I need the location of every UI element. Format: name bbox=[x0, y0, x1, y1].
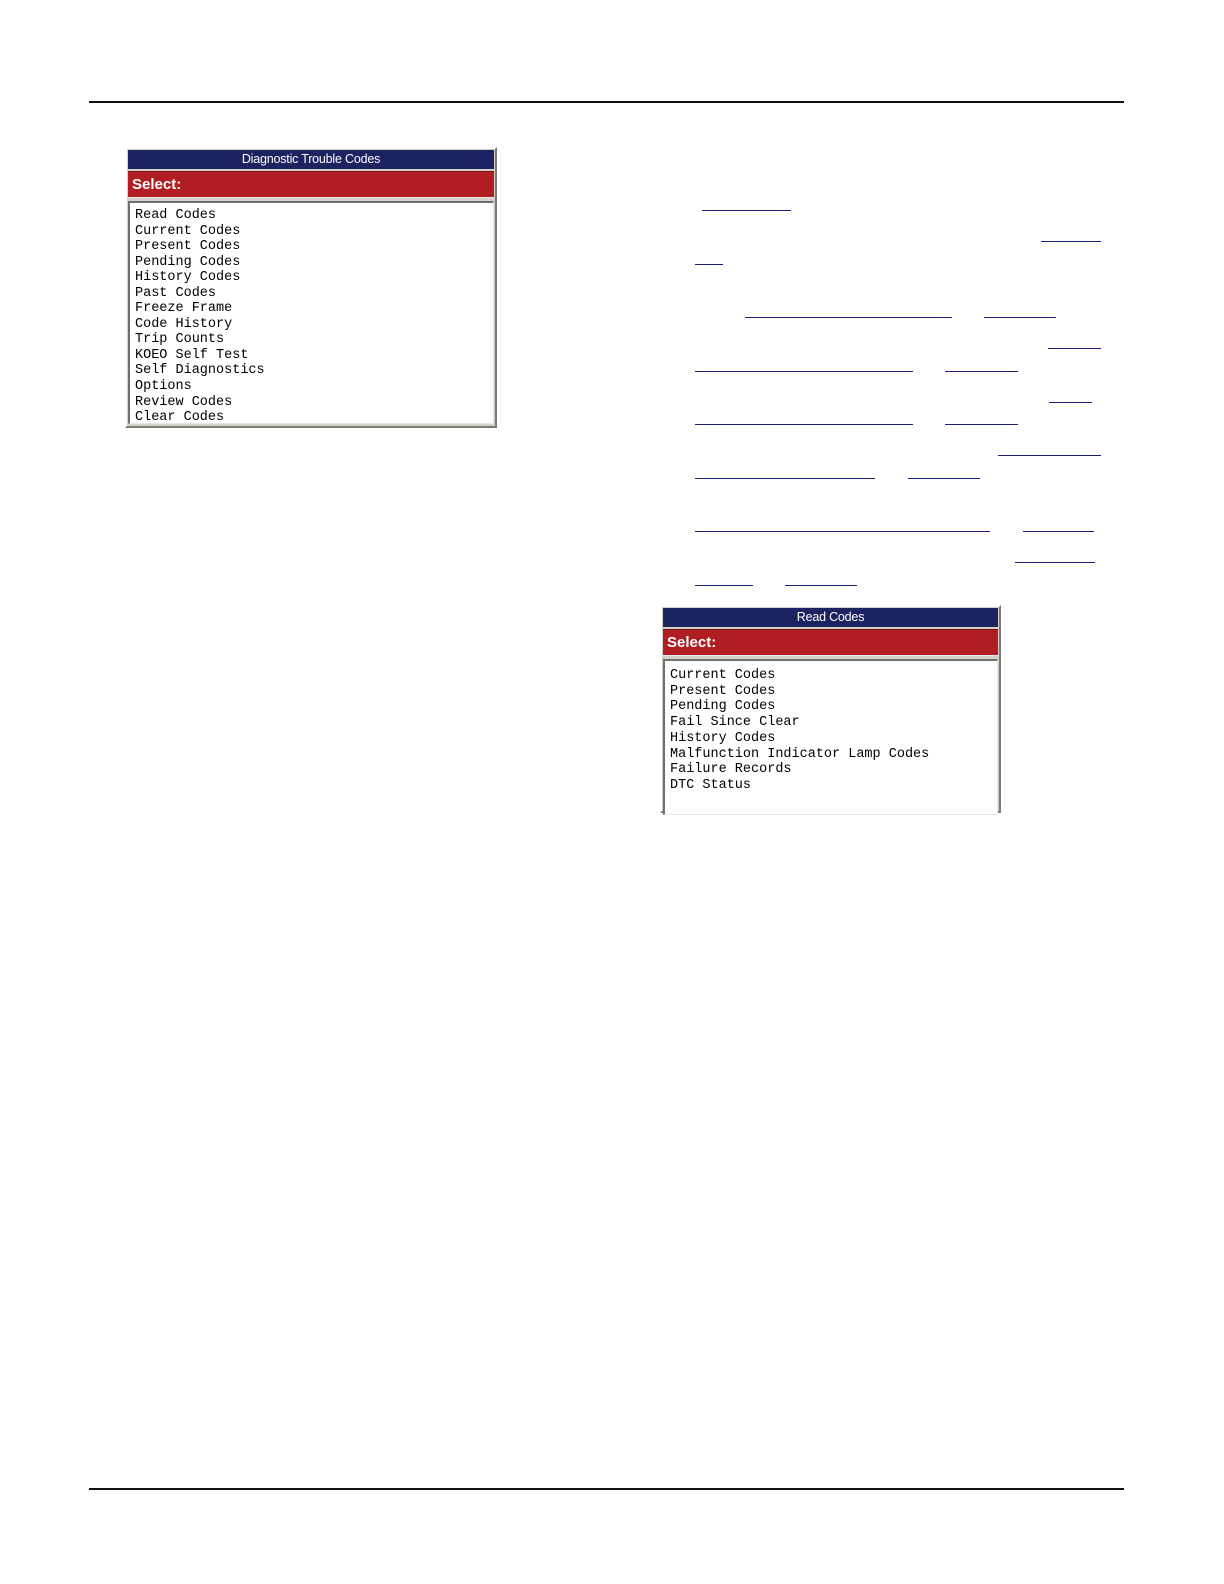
menu-item-self-diagnostics[interactable]: Self Diagnostics bbox=[135, 363, 265, 379]
link-underline[interactable] bbox=[785, 585, 857, 586]
link-underline[interactable] bbox=[945, 424, 1018, 425]
menu-item-present-codes[interactable]: Present Codes bbox=[670, 683, 776, 699]
menu-item-read-codes[interactable]: Read Codes bbox=[135, 208, 217, 223]
menu-item-current-codes[interactable]: Current Codes bbox=[670, 668, 776, 683]
link-underline[interactable] bbox=[1049, 402, 1092, 403]
link-underline[interactable] bbox=[695, 478, 875, 479]
footer-rule bbox=[89, 1488, 1124, 1490]
link-underline[interactable] bbox=[1048, 348, 1101, 349]
link-underline[interactable] bbox=[702, 210, 791, 211]
menu-item-freeze-frame[interactable]: Freeze Frame bbox=[135, 301, 233, 317]
link-underline[interactable] bbox=[695, 424, 913, 425]
menu-item-failure-records[interactable]: Failure Records bbox=[670, 762, 792, 778]
link-underline[interactable] bbox=[695, 264, 723, 265]
read-codes-menu-list bbox=[663, 659, 998, 815]
link-underline[interactable] bbox=[1015, 562, 1095, 563]
menu-item-koeo-self-test[interactable]: KOEO Self Test bbox=[135, 347, 249, 363]
link-underline[interactable] bbox=[998, 455, 1101, 456]
read-codes-dialog bbox=[660, 605, 1001, 813]
link-underline[interactable] bbox=[1023, 531, 1094, 532]
menu-item-history-codes[interactable]: History Codes bbox=[135, 270, 241, 286]
link-underline[interactable] bbox=[984, 317, 1056, 318]
menu-item-options[interactable]: Options bbox=[135, 379, 192, 395]
dialog-title: Diagnostic Trouble Codes bbox=[128, 150, 494, 169]
dialog-title: Read Codes bbox=[663, 608, 998, 627]
link-underline[interactable] bbox=[745, 317, 952, 318]
menu-item-clear-codes[interactable]: Clear Codes bbox=[135, 410, 225, 426]
menu-item-dtc-status[interactable]: DTC Status bbox=[670, 777, 752, 793]
dtc-menu-list bbox=[128, 201, 494, 424]
menu-item-trip-counts[interactable]: Trip Counts bbox=[135, 332, 225, 348]
menu-item-present-codes[interactable]: Present Codes bbox=[135, 239, 241, 255]
link-underline[interactable] bbox=[695, 531, 990, 532]
menu-item-code-history[interactable]: Code History bbox=[135, 316, 233, 332]
link-underline[interactable] bbox=[1041, 241, 1101, 242]
select-label: Select: bbox=[128, 171, 494, 198]
menu-item-current-codes[interactable]: Current Codes bbox=[135, 223, 241, 239]
menu-item-review-codes[interactable]: Review Codes bbox=[135, 394, 233, 410]
menu-item-mil-codes[interactable]: Malfunction Indicator Lamp Codes bbox=[670, 746, 930, 762]
menu-item-past-codes[interactable]: Past Codes bbox=[135, 285, 217, 301]
link-underline[interactable] bbox=[908, 478, 980, 479]
diagnostic-trouble-codes-dialog bbox=[125, 147, 497, 428]
menu-item-fail-since-clear[interactable]: Fail Since Clear bbox=[670, 715, 800, 731]
link-underline[interactable] bbox=[695, 371, 913, 372]
menu-item-pending-codes[interactable]: Pending Codes bbox=[135, 254, 241, 270]
menu-item-pending-codes[interactable]: Pending Codes bbox=[670, 699, 776, 715]
link-underline[interactable] bbox=[945, 371, 1018, 372]
link-underline[interactable] bbox=[695, 585, 753, 586]
header-rule bbox=[89, 101, 1124, 103]
select-label: Select: bbox=[663, 629, 998, 656]
menu-item-history-codes[interactable]: History Codes bbox=[670, 730, 776, 746]
